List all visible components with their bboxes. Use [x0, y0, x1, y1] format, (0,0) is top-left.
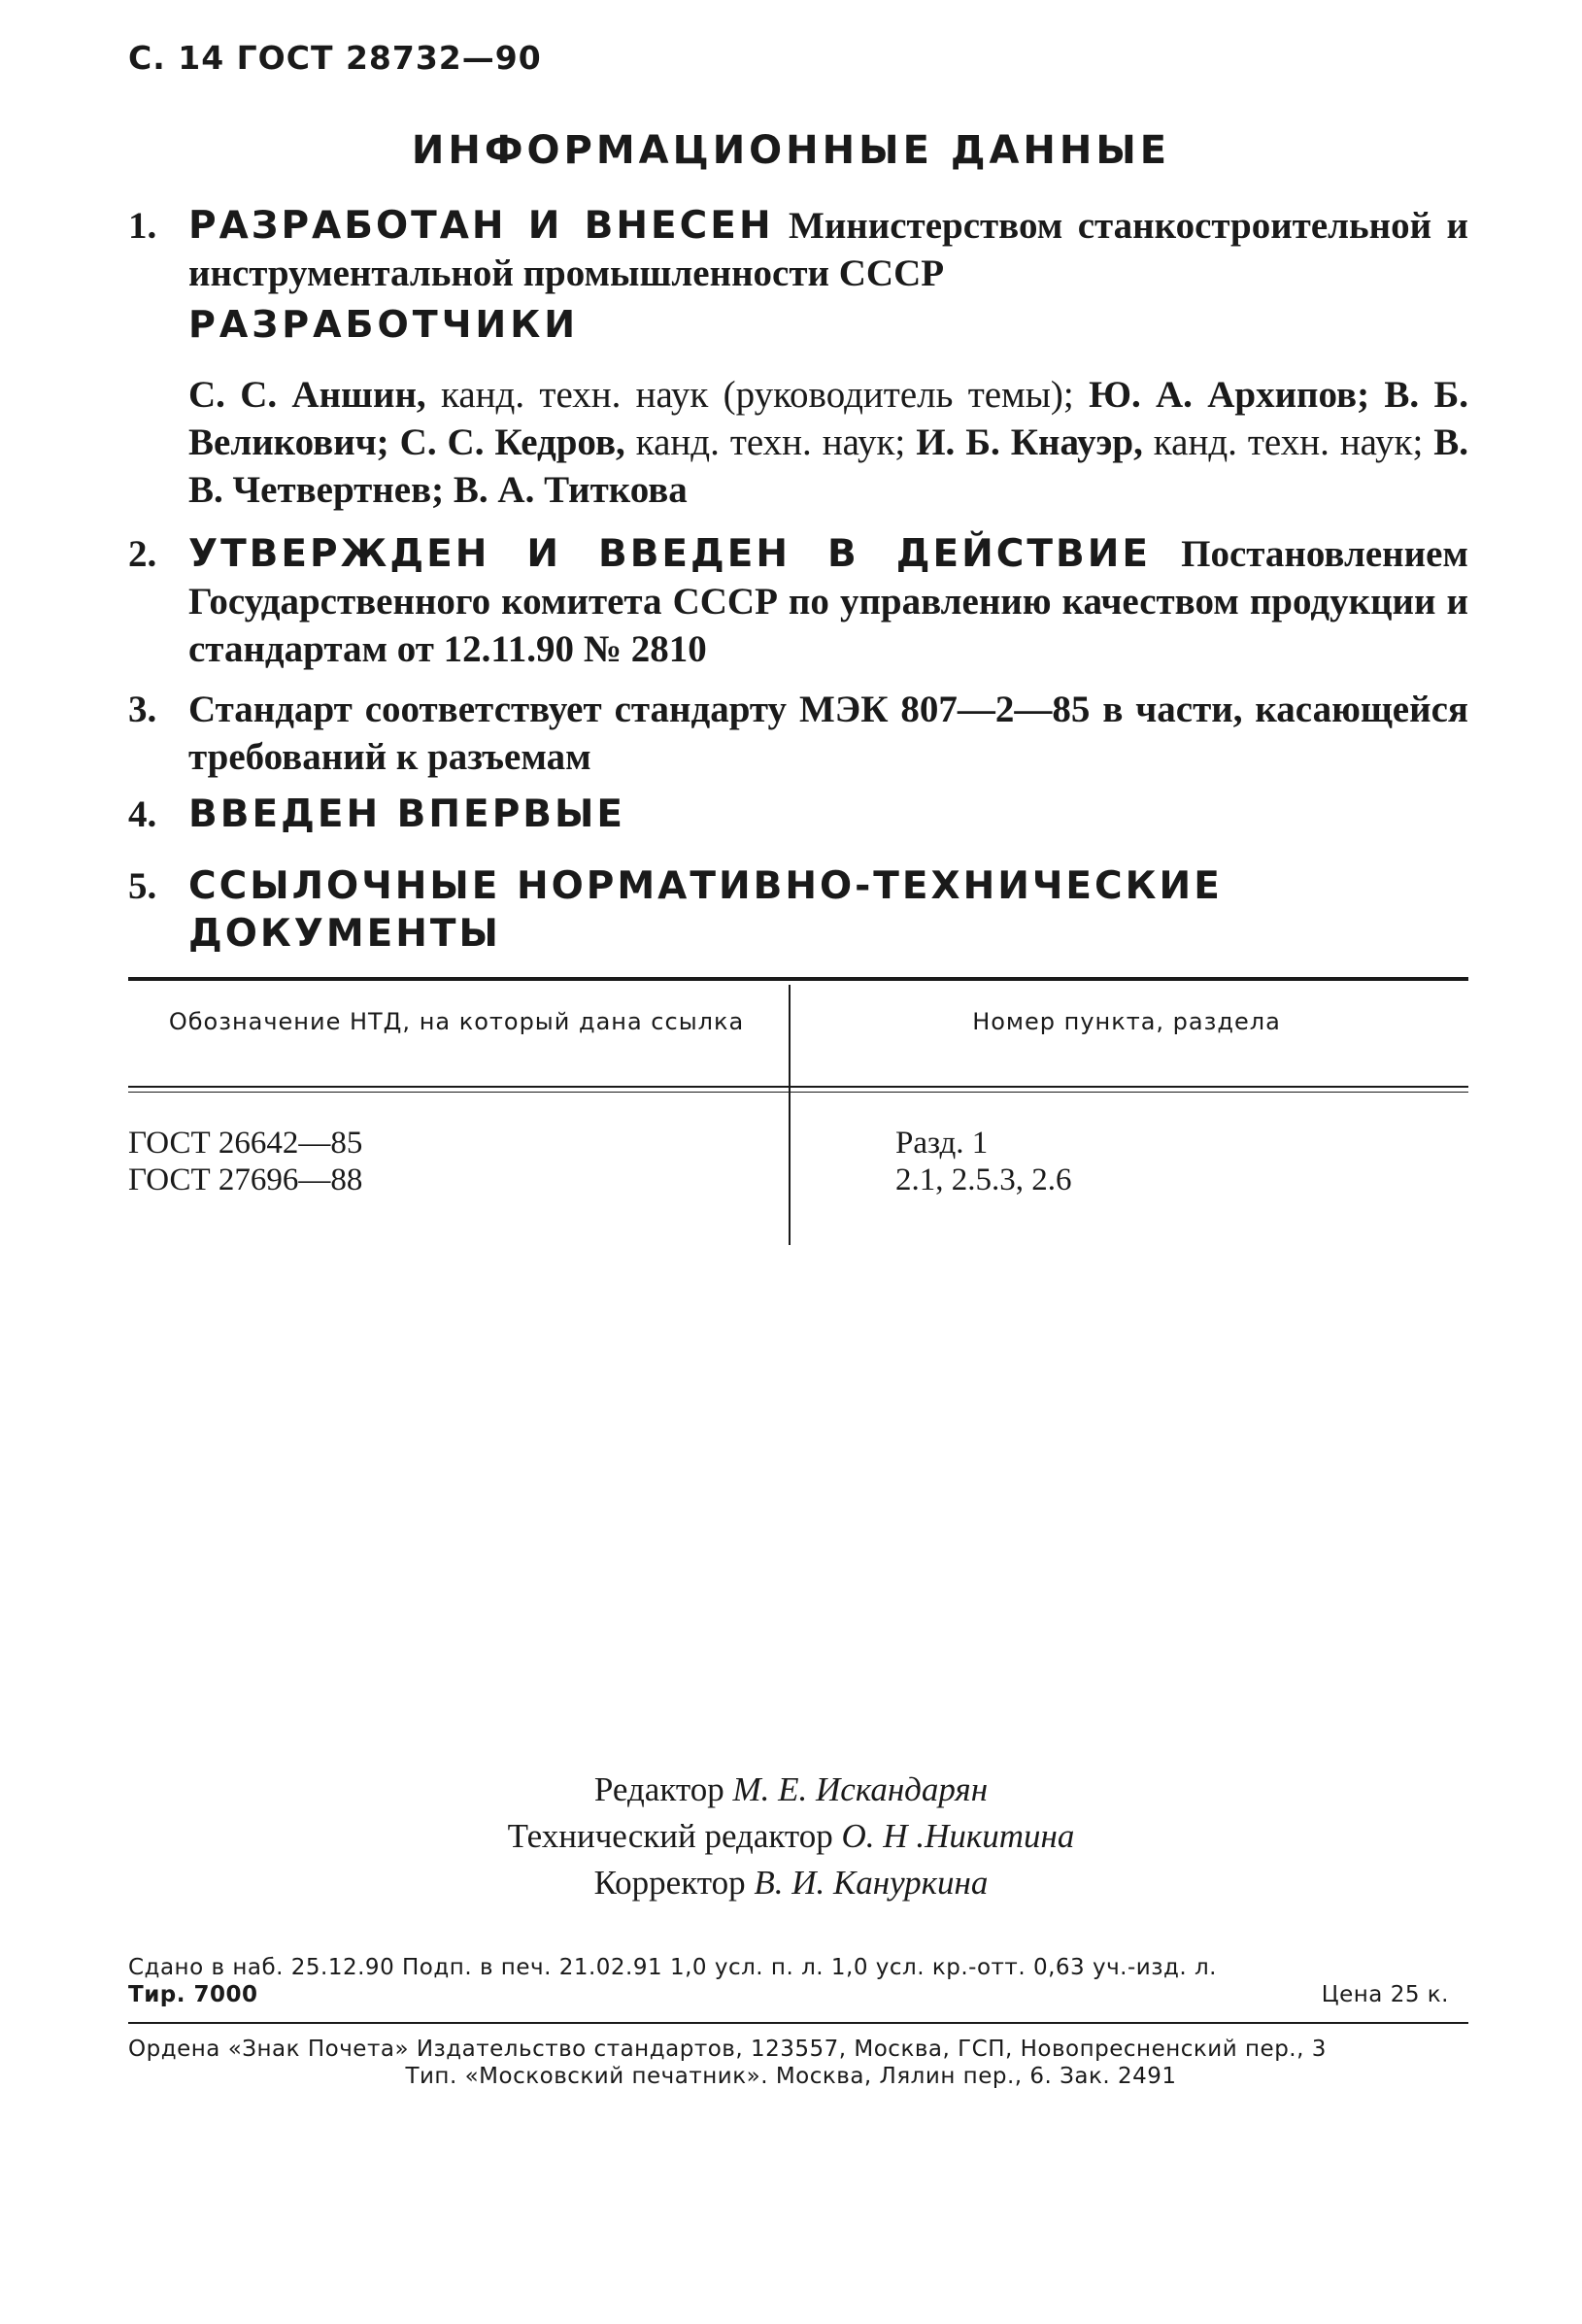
item-number: 4. [128, 793, 157, 835]
developer-name: В. Б. Великович; [188, 374, 1468, 463]
credit-label: Редактор [593, 1770, 724, 1808]
info-item-5 [128, 862, 1468, 958]
table-cell-doc: ГОСТ 26642—85 [128, 1126, 363, 1161]
imprint-print-run: Тир. 7000 [128, 1982, 258, 2007]
item-text: Стандарт соответствует стандарту МЭК 807—2—85 в части, касающейся требований к разъемам [188, 689, 1468, 778]
table-cell-ref: Разд. 1 [895, 1126, 989, 1161]
item-lead: ВВЕДЕН ВПЕРВЫЕ [188, 792, 626, 836]
developers-heading: РАЗРАБОТЧИКИ [188, 303, 580, 346]
credits-editor [0, 1766, 1582, 1814]
credit-name: В. И. Кануркина [754, 1864, 989, 1902]
credit-name: О. Н .Никитина [841, 1817, 1075, 1855]
table-cell-ref: 2.1, 2.5.3, 2.6 [895, 1162, 1072, 1197]
developer-note: канд. техн. наук; [1153, 421, 1424, 463]
table-column-divider [789, 985, 791, 1245]
item-number: 5. [128, 865, 157, 907]
developer-name: И. Б. Кнауэр, [916, 421, 1143, 463]
table-top-rule [128, 977, 1468, 981]
developer-name: С. С. Аншин, [188, 374, 426, 416]
developer-note: канд. техн. наук (руководитель темы); [440, 374, 1074, 416]
item-number: 1. [128, 205, 157, 247]
page-header: С. 14 ГОСТ 28732—90 [128, 39, 542, 77]
credits-corrector [0, 1859, 1582, 1907]
table-header-document: Обозначение НТД, на который дана ссылка [168, 1008, 745, 1035]
item-text: Министерством станкостроительной и инструментальной промышленности СССР [188, 205, 1468, 294]
imprint-dates: Сдано в наб. 25.12.90 Подп. в печ. 21.02.91 1,0 усл. п. л. 1,0 усл. кр.-отт. 0,63 уч.-изд. л. [128, 1955, 1217, 1980]
item-lead: ССЫЛОЧНЫЕ НОРМАТИВНО-ТЕХНИЧЕСКИЕ ДОКУМЕНТЫ [188, 864, 1223, 956]
imprint-rule [128, 2022, 1468, 2024]
table-header-rule [128, 1086, 1468, 1088]
table-header-rule-2 [128, 1092, 1468, 1093]
developer-note: канд. техн. наук; [635, 421, 906, 463]
developers-list [188, 371, 1468, 514]
imprint-publisher: Ордена «Знак Почета» Издательство стандартов, 123557, Москва, ГСП, Новопресненский пер., 3 [128, 2037, 1327, 2062]
imprint-price: Цена 25 к. [1321, 1982, 1449, 2007]
imprint-printer: Тип. «Московский печатник». Москва, Лялин пер., 6. Зак. 2491 [405, 2064, 1177, 2089]
item-lead: РАЗРАБОТАН И ВНЕСЕН [188, 204, 774, 248]
developer-name: Ю. А. Архипов; [1089, 374, 1370, 416]
developer-name: В. В. Четвертнев; [188, 421, 1469, 511]
info-item-3 [128, 686, 1468, 781]
item-text: Постановлением Государственного комитета СССР по управлению качеством продукции и стандартам от 12.11.90 № 2810 [188, 533, 1468, 670]
developer-name: В. А. Титкова [453, 469, 688, 511]
info-item-4 [128, 791, 1468, 838]
credits-tech-editor [0, 1812, 1582, 1861]
credit-label: Корректор [593, 1864, 746, 1902]
developer-name: С. С. Кедров, [399, 421, 625, 463]
table-header-section: Номер пункта, раздела [972, 1008, 1281, 1035]
info-item-2 [128, 530, 1468, 673]
info-item-1 [128, 202, 1468, 297]
credit-name: М. Е. Искандарян [732, 1770, 989, 1808]
item-lead: УТВЕРЖДЕН И ВВЕДЕН В ДЕЙСТВИЕ [188, 532, 1151, 576]
document-title: ИНФОРМАЦИОННЫЕ ДАННЫЕ [411, 128, 1171, 173]
credit-label: Технический редактор [507, 1817, 833, 1855]
table-cell-doc: ГОСТ 27696—88 [128, 1162, 363, 1197]
item-number: 3. [128, 689, 157, 730]
item-number: 2. [128, 533, 157, 575]
